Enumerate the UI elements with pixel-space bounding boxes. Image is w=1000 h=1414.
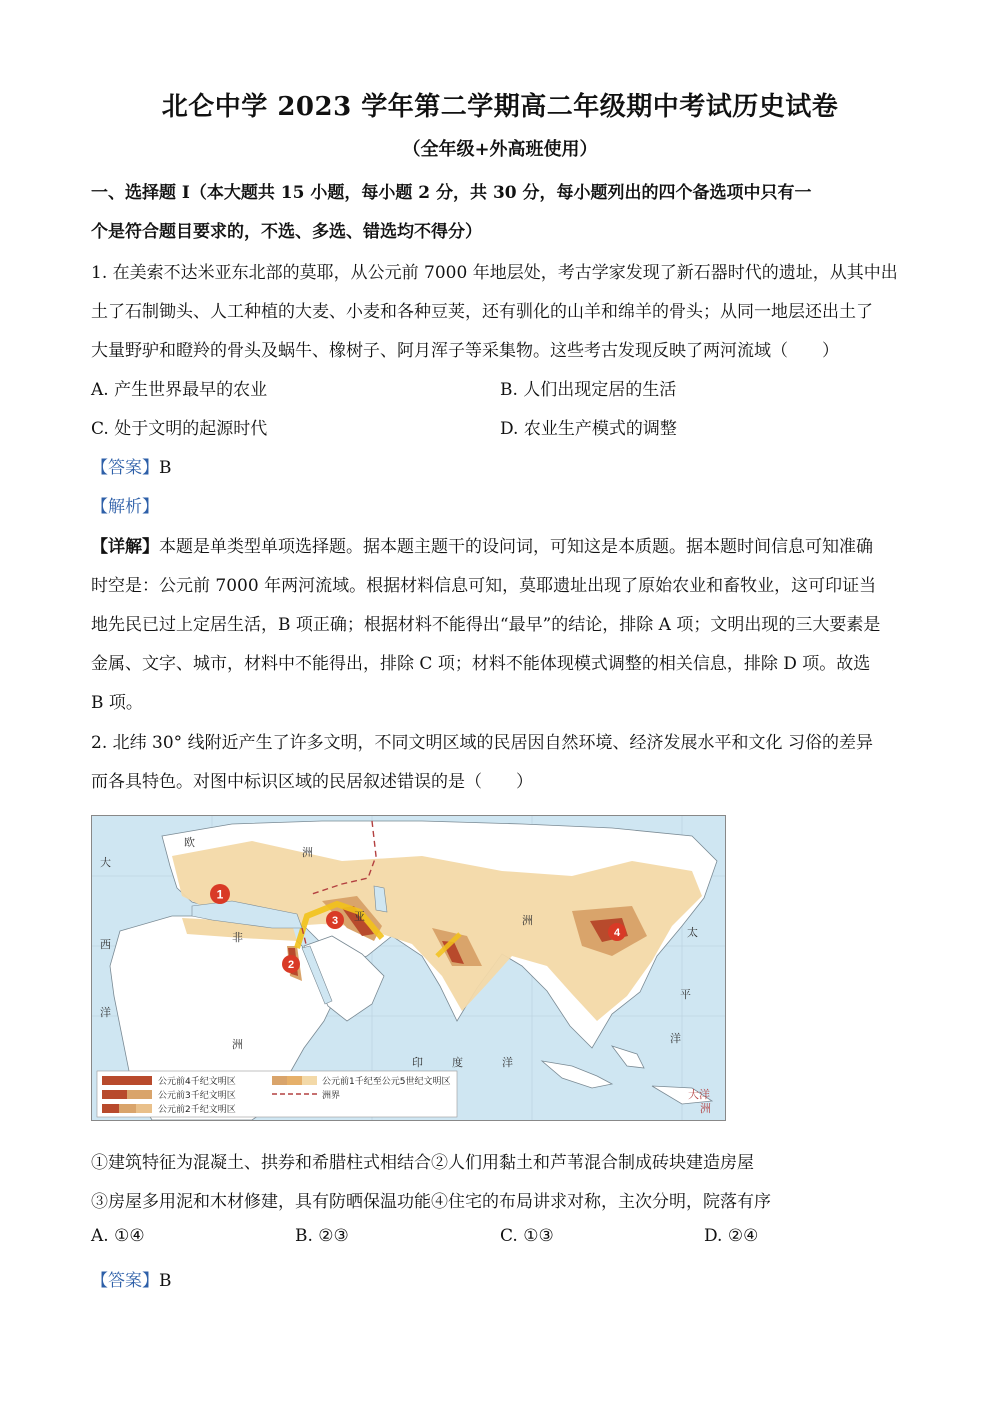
q1-answer-value: B: [159, 458, 172, 478]
map-marker-3: [326, 911, 344, 929]
q1-stem-line-3: 大量野驴和瞪羚的骨头及蜗牛、橡树子、阿月浑子等采集物。这些考古发现反映了两河流域（ ）: [91, 341, 839, 361]
q1-detail-line-3: 地先民已过上定居生活，B 项正确；根据材料不能得出“最早”的结论，排除 A 项；文明出现的三大要素是: [91, 615, 881, 635]
legend-item-5: 洲界: [322, 1091, 341, 1101]
section-heading-line-2: 个是符合题目要求的，不选、多选、错选均不得分）: [91, 222, 482, 242]
map-label-zhou-oc: 洲: [700, 1102, 711, 1115]
q1-analysis-tag: 【解析】: [91, 497, 159, 517]
q1-detail-line-5: B 项。: [91, 693, 143, 713]
q1-stem-line-1: 1. 在美索不达米亚东北部的莫耶，从公元前 7000 年地层处，考古学家发现了新石器时代的遗址，从其中出: [91, 263, 898, 283]
map-label-tai: 太: [687, 926, 698, 939]
legend-item-4: 公元前1千纪至公元5世纪文明区: [322, 1077, 451, 1087]
q2-answer: [91, 1266, 921, 1291]
map-marker-1: [210, 884, 230, 904]
svg-text:1: 1: [216, 887, 224, 902]
map-label-yang: 洋: [100, 1006, 111, 1019]
map-label-zhou-af: 洲: [232, 1038, 243, 1051]
map-label-xi: 西: [100, 938, 111, 951]
q1-option-c: C. 处于文明的起源时代: [91, 419, 268, 439]
q2-option-c: C. ①③: [500, 1226, 554, 1246]
q2-answer-value: B: [159, 1271, 172, 1291]
map-label-ping: 平: [680, 988, 691, 1001]
q2-option-b: B. ②③: [295, 1226, 349, 1246]
q1-option-b: B. 人们出现定居的生活: [500, 380, 677, 400]
map-label-zhou-as: 洲: [522, 914, 533, 927]
legend-item-3: 公元前2千纪文明区: [158, 1105, 236, 1115]
q2-stem-line-1: 2. 北纬 30° 线附近产生了许多文明，不同文明区域的民居因自然环境、经济发展水平和文化 习俗的差异: [91, 733, 873, 753]
q2-stem-line-2: 而各具特色。对图中标识区域的民居叙述错误的是（ ）: [91, 772, 533, 792]
q1-detail-line-1: [91, 532, 921, 557]
page-title: 北仑中学 2023 学年第二学期高二年级期中考试历史试卷: [161, 92, 839, 122]
legend-item-1: 公元前4千纪文明区: [158, 1077, 236, 1087]
map-marker-2: [282, 955, 300, 973]
map-label-du: 度: [452, 1056, 463, 1069]
section-heading-line-1: 一、选择题 I（本大题共 15 小题，每小题 2 分，共 30 分，每小题列出的四个备选项中只有一: [91, 183, 812, 203]
map-label-ou: 欧: [184, 836, 195, 849]
q2-option-a: A. ①④: [91, 1226, 145, 1246]
q1-detail-text-1: 本题是单类型单项选择题。据本题主题干的设问词，可知这是本质题。据本题时间信息可知准确: [159, 537, 873, 557]
map-label-fei: 非: [232, 931, 243, 944]
svg-text:3: 3: [331, 915, 339, 927]
q2-option-d: D. ②④: [704, 1226, 759, 1246]
q1-answer: [91, 453, 921, 478]
q1-option-d: D. 农业生产模式的调整: [500, 419, 677, 439]
q2-answer-tag: 【答案】: [91, 1271, 159, 1291]
q1-stem-line-2: 土了石制锄头、人工种植的大麦、小麦和各种豆荚，还有驯化的山羊和绵羊的骨头；从同一地层还出土了: [91, 302, 873, 322]
map-legend: [97, 1071, 457, 1117]
svg-text:4: 4: [613, 927, 621, 939]
map-label-da: 大: [100, 856, 111, 869]
q1-detail-line-4: 金属、文字、城市，材料中不能得出，排除 C 项；材料不能体现模式调整的相关信息，排除 D 项。故选: [91, 654, 871, 674]
map-label-yang-in: 洋: [502, 1056, 513, 1069]
map-label-yang-pa: 洋: [670, 1032, 681, 1045]
civilization-map: [91, 815, 726, 1121]
q1-detail-tag: 【详解】: [91, 537, 159, 557]
legend-item-2: 公元前3千纪文明区: [158, 1091, 236, 1101]
q1-answer-tag: 【答案】: [91, 458, 159, 478]
map-label-zhou-eu: 洲: [302, 846, 313, 859]
page-subtitle: （全年级+外高班使用）: [402, 139, 598, 160]
q2-statement-line-1: ①建筑特征为混凝土、拱券和希腊柱式相结合②人们用黏土和芦苇混合制成砖块建造房屋: [91, 1153, 754, 1173]
q2-statement-line-2: ③房屋多用泥和木材修建，具有防晒保温功能④住宅的布局讲求对称，主次分明，院落有序: [91, 1192, 771, 1212]
svg-text:2: 2: [287, 959, 295, 971]
map-marker-4: [608, 923, 626, 941]
q1-option-a: A. 产生世界最早的农业: [91, 380, 268, 400]
map-label-dayang: 大洋: [688, 1088, 710, 1101]
map-label-yin: 印: [412, 1056, 423, 1069]
map-label-ya: 亚: [354, 910, 365, 923]
q1-detail-line-2: 时空是：公元前 7000 年两河流域。根据材料信息可知，莫耶遗址出现了原始农业和畜牧业，这可印证当: [91, 576, 877, 596]
